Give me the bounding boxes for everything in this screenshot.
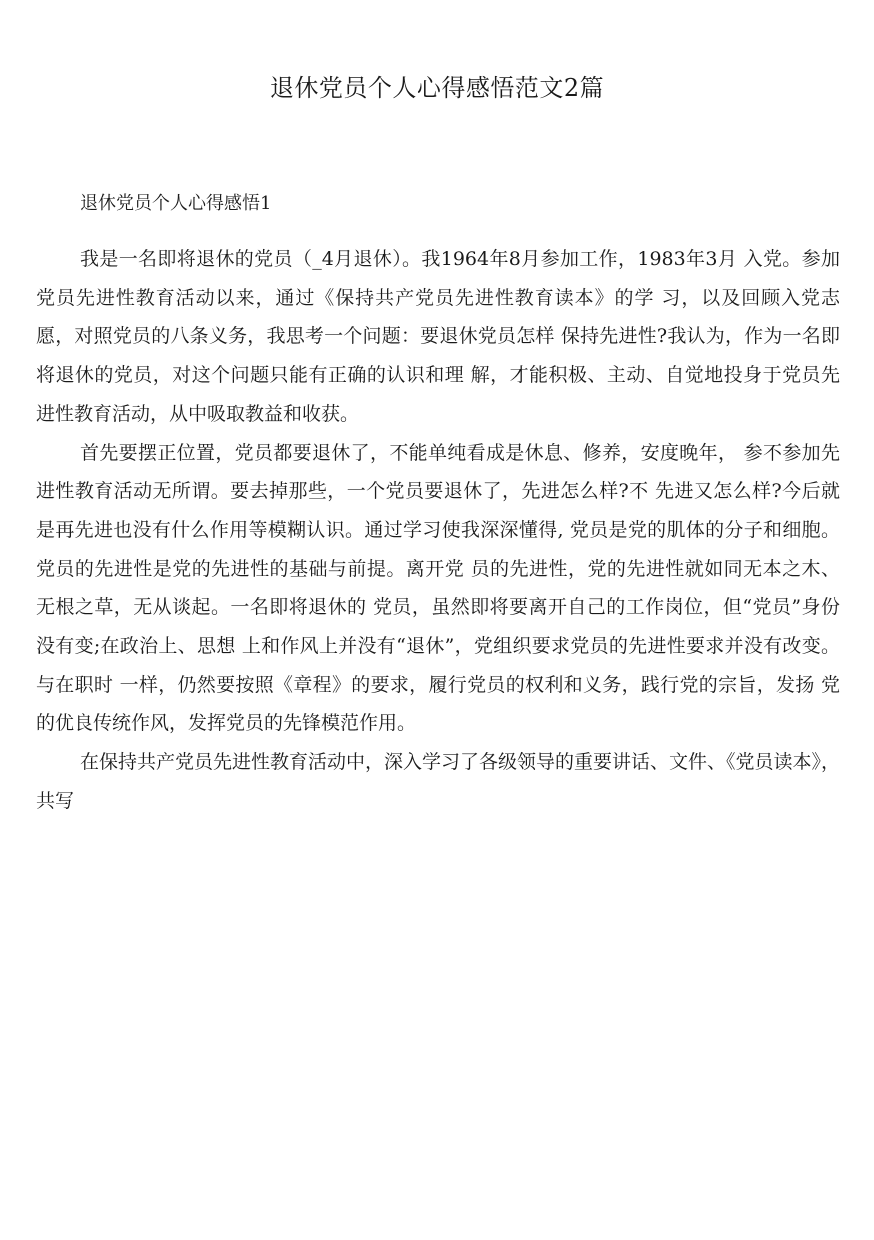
document-title: 退休党员个人心得感悟范文2篇	[269, 74, 605, 102]
paragraph-3: 在保持共产党员先进性教育活动中，深入学习了各级领导的重要讲话、文件、《党员读本》，共写	[36, 751, 841, 812]
document-body	[36, 240, 840, 821]
paragraph-2: 首先要摆正位置，党员都要退休了，不能单纯看成是休息、修养，安度晚年， 参不参加先进性教育活动无所谓。要去掉那些，一个党员要退休了，先进怎么样?不 先进又怎么样?今后就是再先进也没有什么作用等模糊认识。通过学习使我深深懂得, 党员是党的肌体的分子和细胞。党员的先进性是党的先进性的基础与前提。离开党 员的先进性，党的先进性就如同无本之木、无根之草，无从谈起。一名即将退休的 党员，虽然即将要离开自己的工作岗位，但“党员”身份没有变;在政治上、思想 上和作风上并没有“退休”，党组织要求党员的先进性要求并没有改变。与在职时 一样，仍然要按照《章程》的要求，履行党员的权利和义务，践行党的宗旨，发扬 党的优良传统作风，发挥党员的先锋模范作用。	[36, 441, 840, 735]
section-heading: 退休党员个人心得感悟1	[80, 193, 272, 214]
paragraph-1: 我是一名即将退休的党员（_4月退休）。我1964年8月参加工作，1983年3月 入党。参加党员先进性教育活动以来，通过《保持共产党员先进性教育读本》的学 习，以及回顾入党志愿，对照党员的八条义务，我思考一个问题：要退休党员怎样 保持先进性?我认为，作为一名即将退休的党员，对这个问题只能有正确的认识和理 解，才能积极、主动、自觉地投身于党员先进性教育活动，从中吸取教益和收获。	[36, 248, 840, 425]
